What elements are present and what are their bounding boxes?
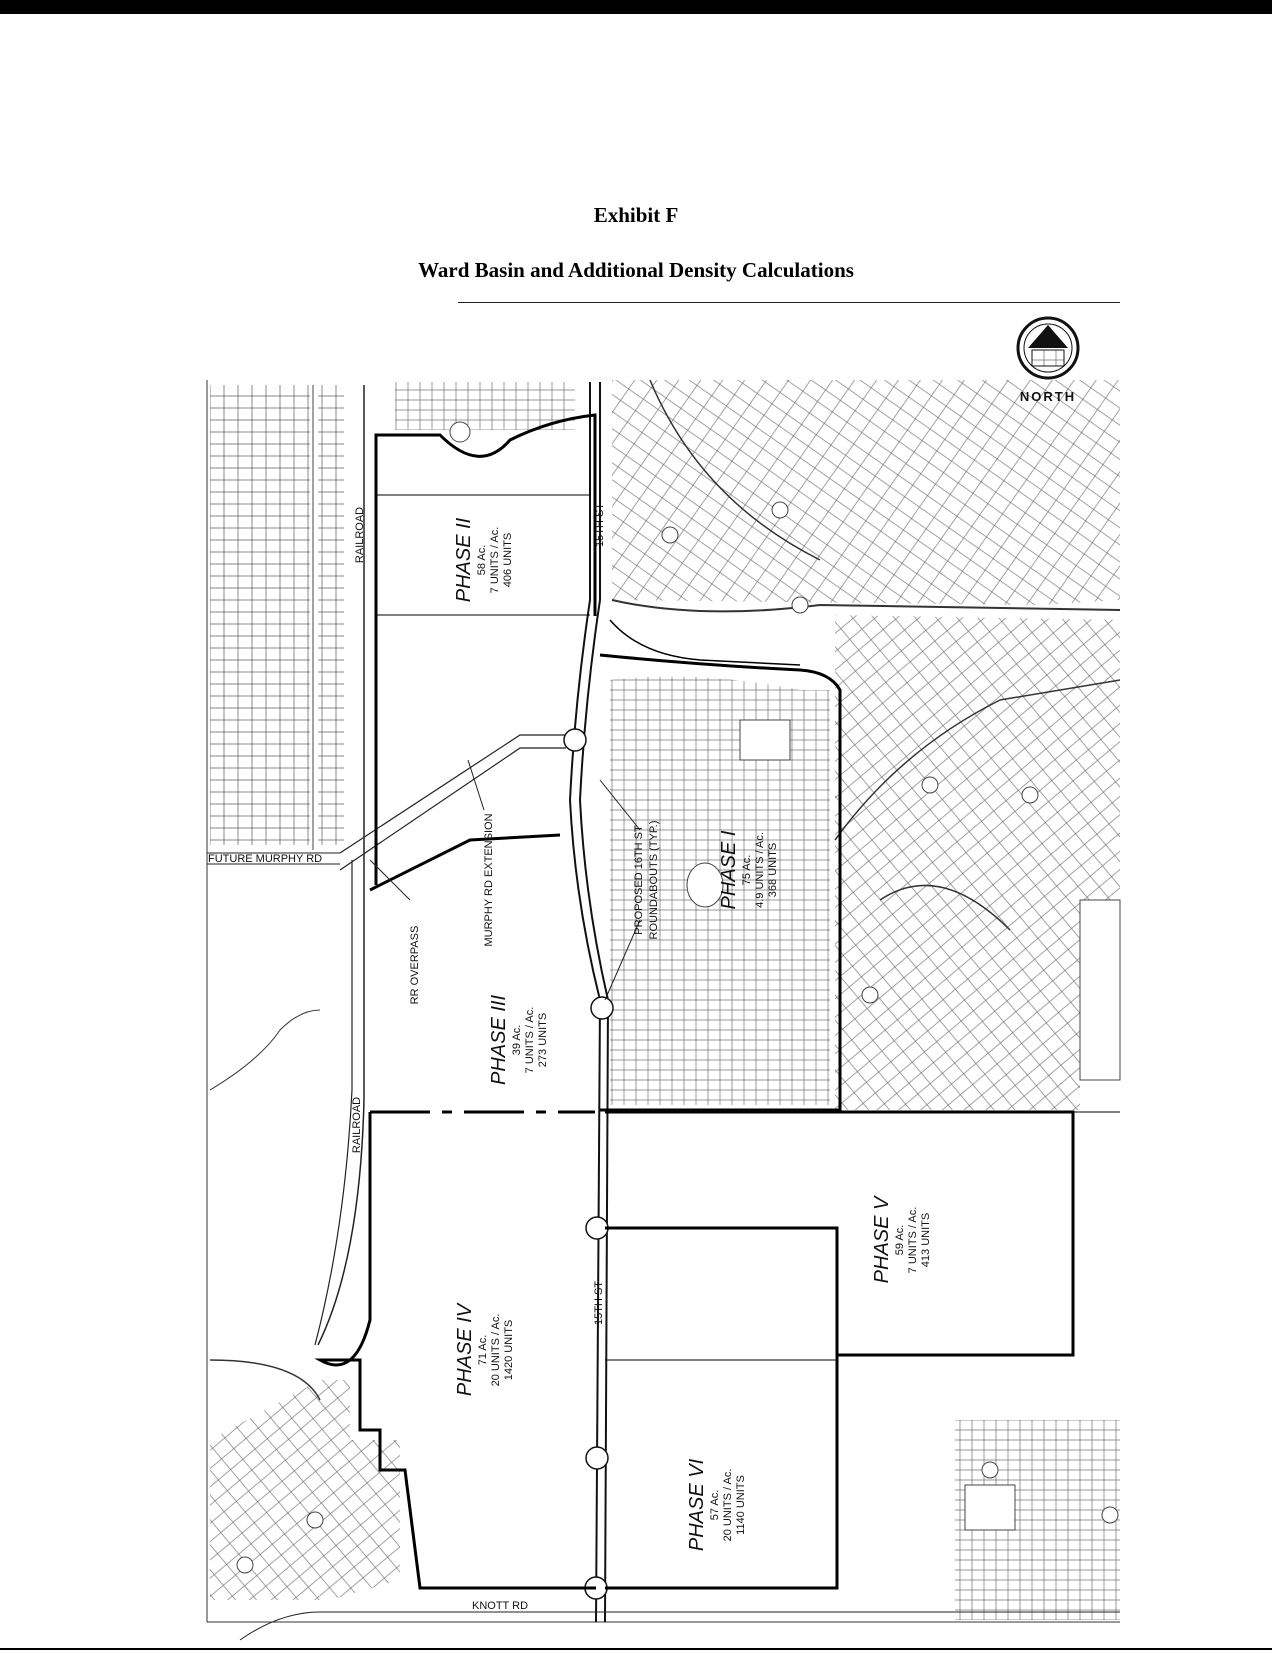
rr-overpass-label: RR OVERPASS xyxy=(409,925,421,1005)
northeast-subdivision xyxy=(612,380,1120,613)
north-cul-de-sac xyxy=(395,382,575,442)
phase-iii-acres: 39 Ac. xyxy=(511,1024,523,1056)
phase-v-acres: 59 Ac. xyxy=(894,1224,906,1256)
exhibit-title: Exhibit F xyxy=(593,203,679,227)
phase-i-name: PHASE I xyxy=(718,830,740,910)
west-residential-blocks xyxy=(210,385,344,850)
southwest-subdivision xyxy=(210,1360,400,1600)
phase-vi-density: 20 UNITS / Ac. xyxy=(722,1468,734,1542)
phase-iii-density: 7 UNITS / Ac. xyxy=(524,1006,536,1074)
phase-vi-label-group xyxy=(686,1458,747,1551)
bottom-border-line xyxy=(0,1648,1272,1650)
phase-vi-units: 1140 UNITS xyxy=(735,1475,747,1535)
phase-v-density: 7 UNITS / Ac. xyxy=(907,1206,919,1274)
north-arrow-icon xyxy=(1018,318,1078,378)
phase-iv-label-group xyxy=(454,1302,515,1396)
phase-iii-units: 273 UNITS xyxy=(537,1012,549,1068)
murphy-rd-extension-label: MURPHY RD EXTENSION xyxy=(483,813,495,947)
phase-i-density: 4.9 UNITS / Ac. xyxy=(754,832,766,908)
southeast-subdivision xyxy=(955,1420,1120,1620)
east-subdivision xyxy=(835,615,1120,1110)
north-label: NORTH xyxy=(1019,389,1077,404)
fifteenth-st-label-top: 15TH ST xyxy=(594,502,606,548)
phase-iv-acres: 71 Ac. xyxy=(477,1334,489,1366)
knott-rd-label: KNOTT RD xyxy=(472,1600,529,1612)
phase-ii-name: PHASE II xyxy=(453,517,475,603)
fifteenth-st-label-bottom: 15TH ST xyxy=(593,1280,605,1326)
phase-ii-acres: 58 Ac. xyxy=(476,544,488,576)
railroad-label-top: RAILROAD xyxy=(354,506,366,564)
terrain-contour xyxy=(210,1010,320,1090)
phase-ii-density: 7 UNITS / Ac. xyxy=(489,526,501,594)
phase-iv-density: 20 UNITS / Ac. xyxy=(490,1313,502,1387)
exhibit-subtitle: Ward Basin and Additional Density Calculations xyxy=(418,258,854,282)
phase-v-name: PHASE V xyxy=(871,1196,893,1284)
phase-iii-name: PHASE III xyxy=(488,994,510,1086)
phase-v-label-group xyxy=(871,1195,932,1283)
phase-ii-label-group xyxy=(453,517,514,602)
phase-iii-label-group xyxy=(488,995,549,1085)
phase-vi-acres: 57 Ac. xyxy=(709,1489,721,1521)
future-murphy-rd-label: FUTURE MURPHY RD xyxy=(208,853,323,865)
phase-iv-units: 1420 UNITS xyxy=(503,1319,515,1381)
phase-ii-units: 406 UNITS xyxy=(502,532,514,588)
phase-i-units: 368 UNITS xyxy=(767,842,779,898)
roundabouts-label: ROUNDABOUTS (TYP.) xyxy=(648,820,660,940)
phase-v-units: 413 UNITS xyxy=(920,1212,932,1268)
proposed-16th-st-label: PROPOSED 16TH ST xyxy=(633,825,645,935)
phase-iv-name: PHASE IV xyxy=(454,1303,476,1397)
railroad-label-bottom: RAILROAD xyxy=(351,1096,363,1154)
phase-vi-name: PHASE VI xyxy=(686,1458,708,1552)
phase-i-acres: 75 Ac. xyxy=(741,854,753,886)
